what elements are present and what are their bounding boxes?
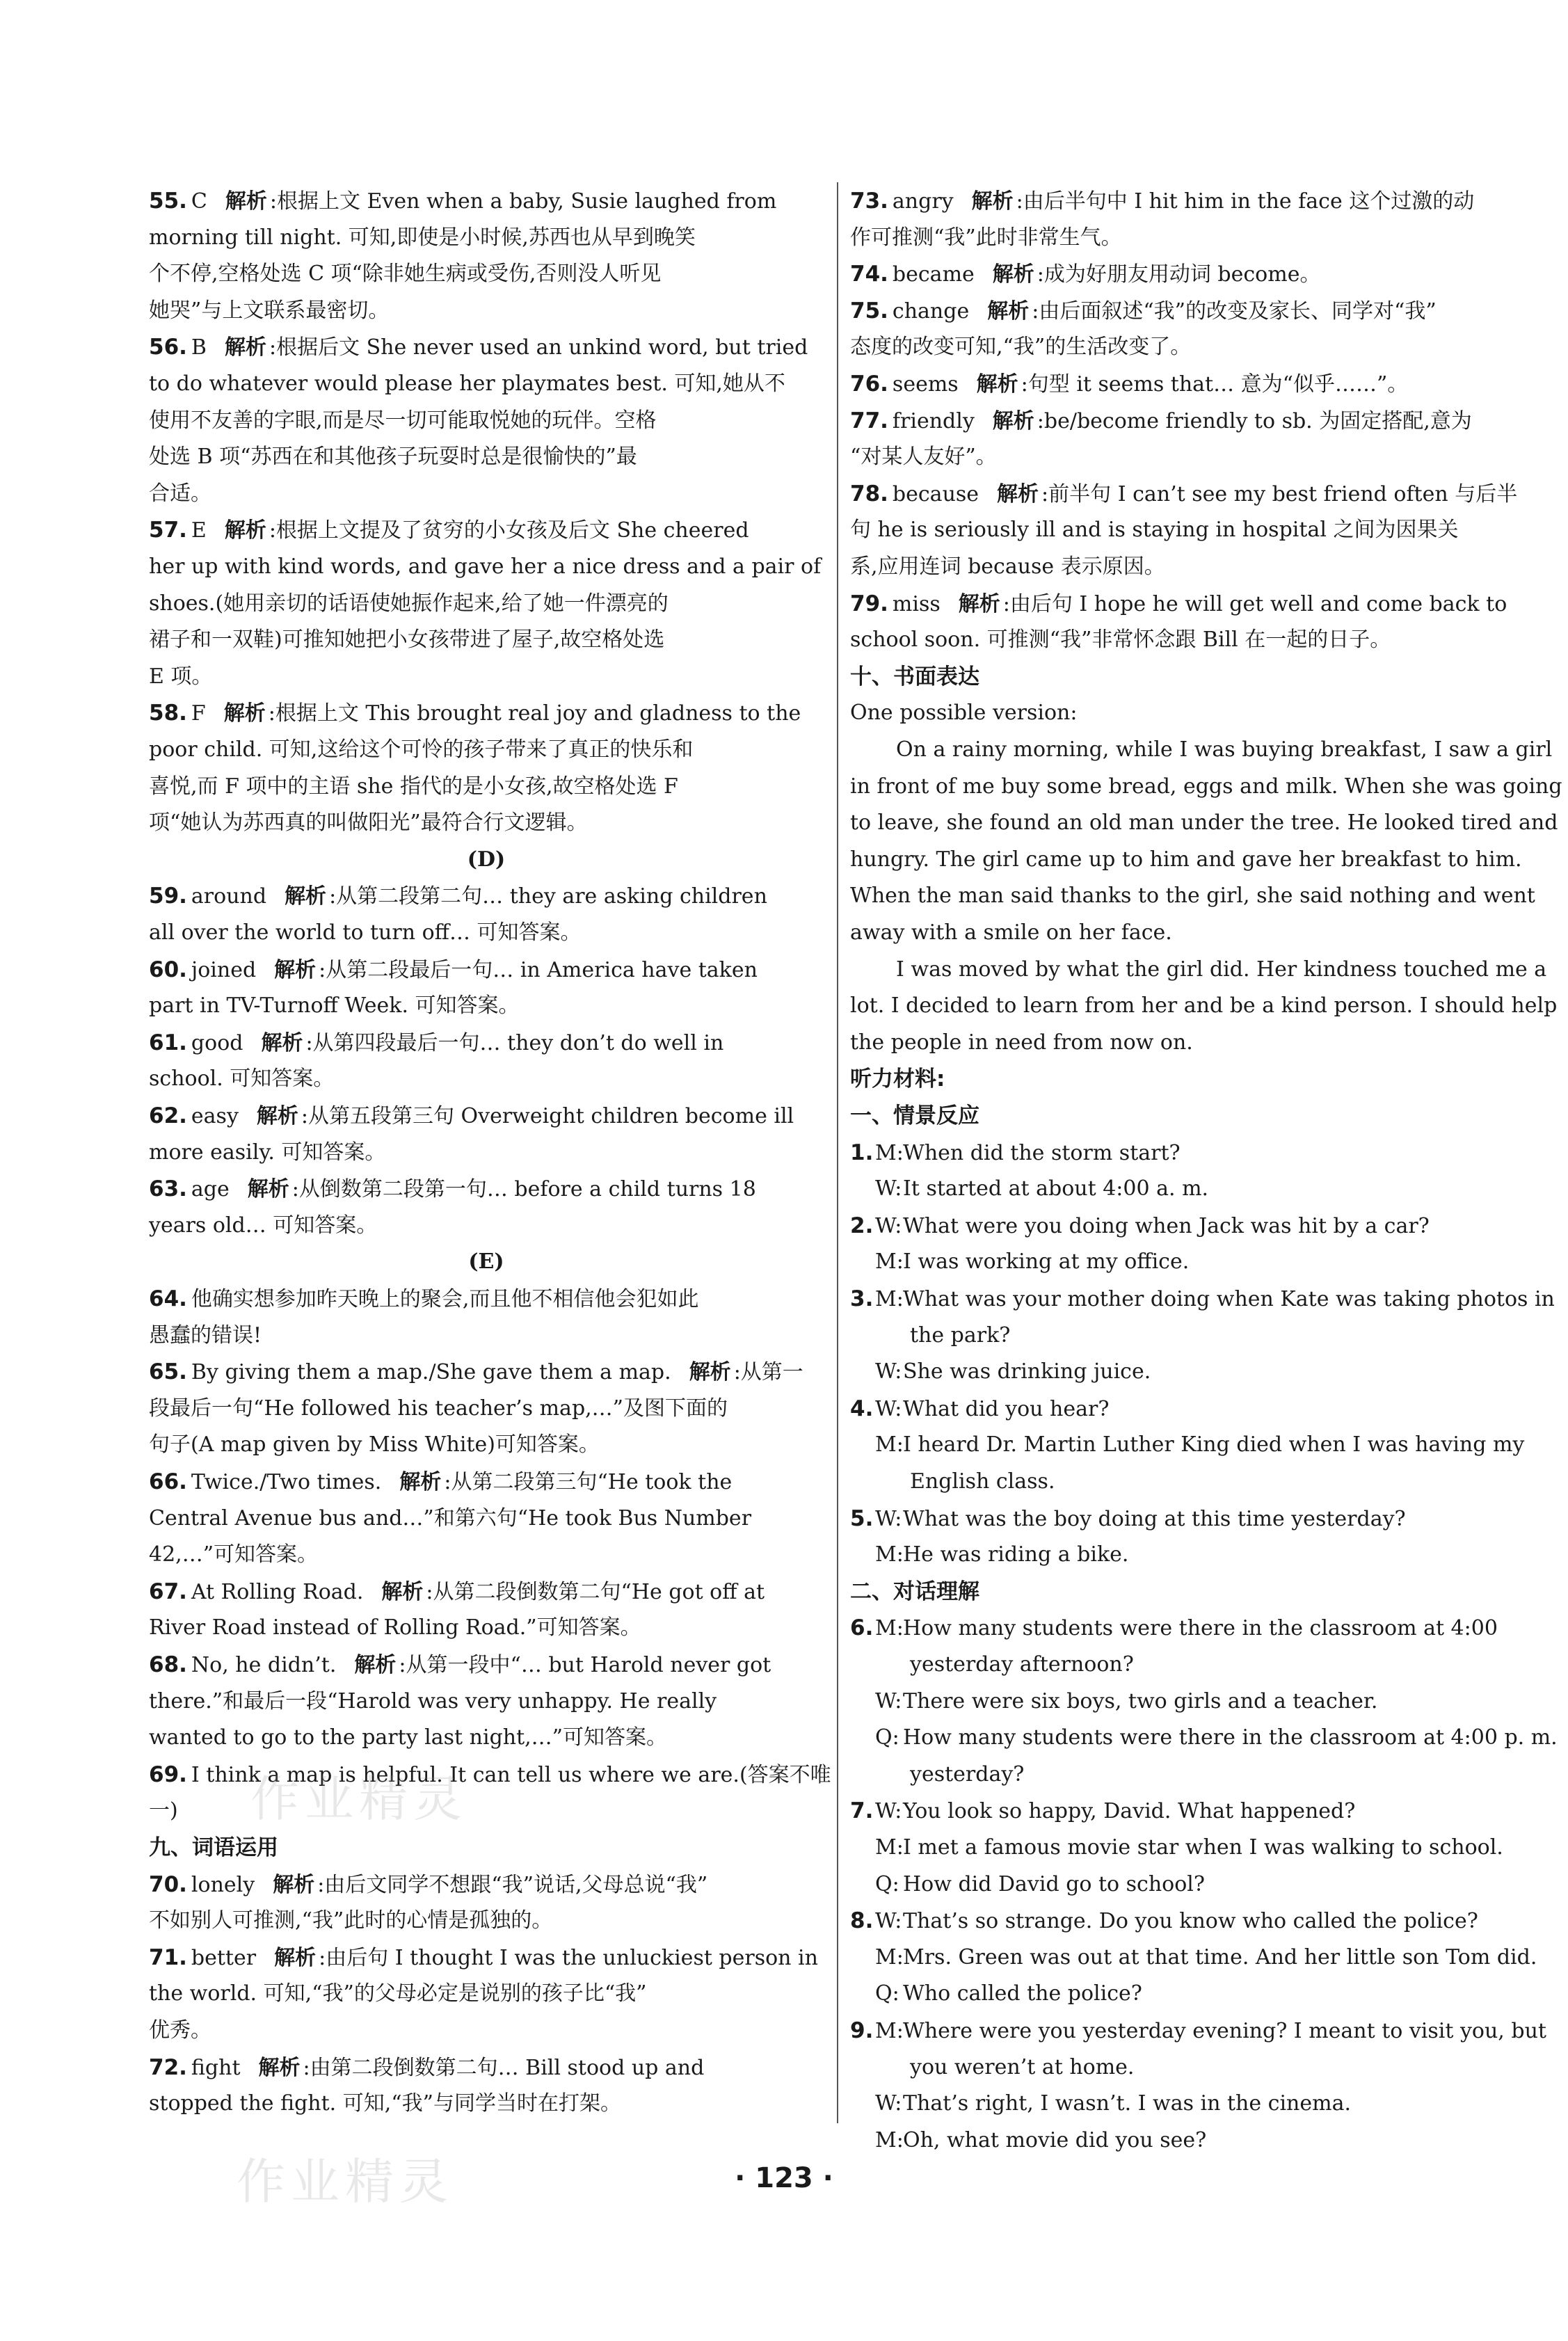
dialogue-line bbox=[850, 1866, 1525, 1903]
analysis-label: 解析 bbox=[247, 1177, 289, 1201]
speaker-label: W: bbox=[875, 1214, 902, 1238]
item-number: 56. bbox=[149, 335, 187, 360]
dialogue-number: 9. bbox=[850, 2018, 874, 2043]
item-text: :从第五段第三句 Overweight children become ill bbox=[301, 1104, 794, 1128]
answer-item bbox=[149, 1463, 824, 1501]
item-number: 57. bbox=[149, 518, 187, 543]
column-divider bbox=[837, 182, 838, 2123]
continuation-line: years old… 可知答案。 bbox=[149, 1213, 378, 1238]
dialogue-number: 3. bbox=[850, 1286, 874, 1311]
item-answer: F bbox=[191, 701, 206, 726]
item-number: 58. bbox=[149, 701, 187, 726]
section-heading: 一、情景反应 bbox=[850, 1103, 979, 1128]
dialogue-text: What were you doing when Jack was hit by a car? bbox=[903, 1214, 1430, 1238]
item-text: :从第一段中“… but Harold never got bbox=[399, 1653, 771, 1677]
section-heading: 十、书面表达 bbox=[850, 664, 979, 689]
dialogue-number: 8. bbox=[850, 1908, 874, 1933]
item-text: :由第二段倒数第二句… Bill stood up and bbox=[303, 2056, 705, 2080]
dialogue-continuation bbox=[850, 2049, 1525, 2086]
analysis-label: 解析 bbox=[258, 2056, 301, 2080]
item-answer: miss bbox=[892, 592, 941, 616]
dialogue-line bbox=[850, 1500, 1525, 1537]
dialogue-number: 7. bbox=[850, 1798, 874, 1823]
essay-line: to leave, she found an old man under the tree. He looked tired and bbox=[850, 810, 1558, 835]
essay-paragraph-start: I was moved by what the girl did. Her kindness touched me a bbox=[896, 957, 1547, 982]
essay-line: hungry. The girl came up to him and gave her breakfast to him. bbox=[850, 847, 1522, 872]
continuation-line: 42,…”可知答案。 bbox=[149, 1542, 319, 1567]
item-answer: joined bbox=[191, 958, 257, 982]
item-number: 59. bbox=[149, 884, 187, 909]
item-number: 65. bbox=[149, 1359, 187, 1384]
dialogue-continuation bbox=[850, 1756, 1525, 1793]
continuation-line: 她哭”与上文联系最密切。 bbox=[149, 298, 390, 323]
item-answer: good bbox=[191, 1031, 243, 1055]
continuation-line: 项“她认为苏西真的叫做阳光”最符合行文逻辑。 bbox=[149, 810, 588, 835]
continuation-line: 态度的改变可知,“我”的生活改变了。 bbox=[850, 335, 1192, 359]
dialogue-text: What was the boy doing at this time yesterday? bbox=[903, 1507, 1406, 1531]
dialogue-text: He was riding a bike. bbox=[903, 1542, 1129, 1567]
item-answer: around bbox=[191, 884, 267, 909]
item-number: 60. bbox=[149, 957, 187, 982]
item-number: 64. bbox=[149, 1286, 187, 1311]
dialogue-text: Oh, what movie did you see? bbox=[903, 2128, 1207, 2152]
dialogue-continuation bbox=[850, 1317, 1525, 1355]
answer-item bbox=[149, 694, 824, 732]
answer-item bbox=[149, 1280, 824, 1318]
item-text: :根据后文 She never used an unkind word, but tried bbox=[269, 335, 808, 360]
answer-item bbox=[149, 877, 824, 915]
answer-item bbox=[850, 292, 1525, 330]
speaker-label: W: bbox=[875, 1799, 902, 1823]
analysis-label: 解析 bbox=[958, 592, 1000, 616]
speaker-label: M: bbox=[875, 1616, 904, 1640]
analysis-label: 解析 bbox=[976, 372, 1018, 397]
dialogue-line bbox=[850, 1609, 1525, 1647]
analysis-label: 解析 bbox=[223, 701, 266, 726]
analysis-label: 解析 bbox=[224, 335, 266, 360]
item-number: 79. bbox=[850, 591, 888, 616]
continuation-line: E 项。 bbox=[149, 664, 213, 689]
continuation-line: her up with kind words, and gave her a nice dress and a pair of bbox=[149, 554, 822, 579]
continuation-line: 系,应用连词 because 表示原因。 bbox=[850, 554, 1165, 579]
speaker-label: M: bbox=[875, 1287, 904, 1311]
continuation-line: 使用不友善的字眼,而是尽一切可能取悦她的玩伴。空格 bbox=[149, 408, 657, 433]
analysis-label: 解析 bbox=[997, 482, 1039, 506]
analysis-label: 解析 bbox=[354, 1653, 397, 1677]
speaker-label: W: bbox=[875, 1909, 902, 1933]
dialogue-line bbox=[850, 1353, 1525, 1391]
analysis-label: 解析 bbox=[992, 409, 1034, 433]
speaker-label: M: bbox=[875, 1835, 904, 1860]
continuation-line: 裙子和一双鞋)可推知她把小女孩带进了屋子,故空格处选 bbox=[149, 628, 665, 652]
answer-item bbox=[850, 255, 1525, 293]
continuation-line: wanted to go to the party last night,…”可知答案。 bbox=[149, 1725, 668, 1750]
dialogue-line bbox=[850, 1829, 1525, 1867]
dialogue-continuation bbox=[850, 1646, 1525, 1684]
item-answer: lonely bbox=[191, 1873, 255, 1897]
dialogue-line bbox=[850, 2012, 1546, 2050]
speaker-label: M: bbox=[875, 1945, 904, 1970]
section-heading: 九、词语运用 bbox=[149, 1835, 278, 1860]
item-number: 61. bbox=[149, 1030, 187, 1055]
dialogue-text: There were six boys, two girls and a teacher. bbox=[903, 1689, 1378, 1713]
item-text: :由后句 I hope he will get well and come back to bbox=[1002, 592, 1507, 616]
dialogue-line bbox=[850, 1390, 1525, 1428]
speaker-label: W: bbox=[875, 1507, 902, 1531]
analysis-label: 解析 bbox=[285, 884, 327, 909]
speaker-label: W: bbox=[875, 1176, 902, 1201]
speaker-label: Q: bbox=[875, 1872, 899, 1896]
dialogue-line bbox=[850, 1207, 1525, 1245]
continuation-line: “对某人友好”。 bbox=[850, 445, 997, 469]
dialogue-line bbox=[850, 1280, 1555, 1318]
answer-item bbox=[149, 1097, 824, 1135]
dialogue-text: How many students were there in the classroom at 4:00 bbox=[903, 1616, 1498, 1640]
dialogue-text: Who called the police? bbox=[903, 1981, 1142, 2006]
answer-item bbox=[149, 1573, 824, 1611]
item-answer: friendly bbox=[892, 409, 975, 433]
continuation-line: 作可推测“我”此时非常生气。 bbox=[850, 225, 1122, 250]
continuation-line: 合适。 bbox=[149, 481, 211, 506]
continuation-line: 优秀。 bbox=[149, 2018, 211, 2043]
dialogue-line bbox=[850, 1902, 1525, 1940]
item-number: 75. bbox=[850, 298, 888, 323]
speaker-label: M: bbox=[875, 2128, 904, 2152]
continuation-line: more easily. 可知答案。 bbox=[149, 1140, 386, 1165]
continuation-line: 不如别人可推测,“我”此时的心情是孤独的。 bbox=[149, 1908, 553, 1933]
speaker-label: M: bbox=[875, 1249, 904, 1274]
dialogue-text: You look so happy, David. What happened? bbox=[903, 1799, 1356, 1823]
item-answer: At Rolling Road. bbox=[191, 1580, 364, 1604]
dialogue-number: 1. bbox=[850, 1140, 874, 1165]
continuation-line: morning till night. 可知,即使是小时候,苏西也从早到晚笑 bbox=[149, 225, 696, 250]
answer-item bbox=[149, 951, 824, 989]
answer-item bbox=[149, 328, 824, 366]
dialogue-text: When did the storm start? bbox=[903, 1141, 1181, 1165]
continuation-line: shoes.(她用亲切的话语使她振作起来,给了她一件漂亮的 bbox=[149, 591, 669, 616]
speaker-label: Q: bbox=[875, 1981, 899, 2006]
section-heading: 听力材料: bbox=[850, 1066, 945, 1092]
essay-line: in front of me buy some bread, eggs and milk. When she was going bbox=[850, 774, 1562, 799]
item-answer: E bbox=[191, 518, 207, 543]
speaker-label: W: bbox=[875, 2091, 902, 2116]
dialogue-text: That’s so strange. Do you know who called the police? bbox=[903, 1909, 1478, 1933]
essay-line: away with a smile on her face. bbox=[850, 920, 1172, 945]
item-text: :be/become friendly to sb. 为固定搭配,意为 bbox=[1037, 409, 1472, 433]
continuation-line: 句 he is seriously ill and is staying in hospital 之间为因果关 bbox=[850, 518, 1459, 542]
dialogue-text: Where were you yesterday evening? I meant to visit you, but bbox=[903, 2019, 1546, 2043]
item-text: :从第二段第三句“He took the bbox=[444, 1470, 733, 1494]
answer-item bbox=[850, 585, 1525, 623]
item-number: 78. bbox=[850, 481, 888, 506]
item-answer: fight bbox=[191, 2056, 241, 2080]
item-number: 70. bbox=[149, 1872, 187, 1897]
item-answer: became bbox=[892, 262, 975, 287]
answer-item bbox=[850, 402, 1525, 440]
dialogue-line bbox=[850, 1792, 1525, 1830]
item-answer: angry bbox=[892, 189, 954, 214]
item-text: :成为好朋友用动词 become。 bbox=[1037, 262, 1321, 287]
answer-item bbox=[149, 1939, 824, 1976]
analysis-label: 解析 bbox=[224, 518, 266, 543]
dialogue-text: I heard Dr. Martin Luther King died when I was having my bbox=[903, 1432, 1525, 1457]
essay-line: When the man said thanks to the girl, she said nothing and went bbox=[850, 884, 1535, 908]
dialogue-line bbox=[850, 1939, 1537, 1976]
dialogue-text: What was your mother doing when Kate was taking photos in bbox=[903, 1287, 1555, 1311]
watermark-bottom: 作业精灵 bbox=[237, 2153, 454, 2210]
essay-line: the people in need from now on. bbox=[850, 1030, 1193, 1055]
item-answer: change bbox=[892, 299, 970, 323]
item-text: :根据上文 Even when a baby, Susie laughed from bbox=[269, 189, 777, 214]
continuation-line: school. 可知答案。 bbox=[149, 1066, 335, 1091]
item-number: 63. bbox=[149, 1176, 187, 1201]
continuation-line: 一) bbox=[149, 1798, 178, 1823]
item-answer: better bbox=[191, 1946, 257, 1970]
page-number: · 123 · bbox=[735, 2162, 833, 2194]
dialogue-number: 5. bbox=[850, 1506, 874, 1531]
answer-item bbox=[149, 1646, 824, 1684]
continuation-line: 段最后一句“He followed his teacher’s map,…”及图下面的 bbox=[149, 1396, 728, 1421]
dialogue-line bbox=[850, 2085, 1525, 2123]
item-number: 72. bbox=[149, 2055, 187, 2080]
answer-item bbox=[149, 1024, 824, 1062]
continuation-line: part in TV-Turnoff Week. 可知答案。 bbox=[149, 993, 520, 1018]
speaker-label: M: bbox=[875, 1141, 904, 1165]
item-answer: By giving them a map./She gave them a map. bbox=[191, 1360, 671, 1384]
answer-item bbox=[850, 475, 1525, 513]
dialogue-number: 4. bbox=[850, 1396, 874, 1421]
item-answer: B bbox=[191, 335, 207, 360]
analysis-label: 解析 bbox=[381, 1580, 424, 1604]
dialogue-line bbox=[850, 1719, 1558, 1757]
analysis-label: 解析 bbox=[971, 189, 1014, 214]
analysis-label: 解析 bbox=[273, 1873, 315, 1897]
item-text: :由后面叙述“我”的改变及家长、同学对“我” bbox=[1032, 299, 1437, 323]
item-number: 55. bbox=[149, 189, 187, 214]
item-text: :前半句 I can’t see my best friend often 与后半 bbox=[1041, 482, 1518, 506]
dialogue-text: I met a famous movie star when I was walking to school. bbox=[903, 1835, 1503, 1860]
continuation-line: Central Avenue bus and…”和第六句“He took Bus Number bbox=[149, 1506, 752, 1531]
item-text: :从第二段最后一句… in America have taken bbox=[319, 958, 758, 982]
continuation-line: 愚蠢的错误! bbox=[149, 1323, 262, 1348]
item-number: 74. bbox=[850, 262, 888, 287]
dialogue-number: 2. bbox=[850, 1213, 874, 1238]
speaker-label: Q: bbox=[875, 1725, 899, 1750]
item-answer: because bbox=[892, 482, 979, 506]
item-text: :根据上文 This brought real joy and gladness to the bbox=[268, 701, 801, 726]
item-text: I think a map is helpful. It can tell us where we are.(答案不唯 bbox=[191, 1763, 831, 1787]
continuation-line: River Road instead of Rolling Road.”可知答案。 bbox=[149, 1615, 641, 1640]
dialogue-text: How did David go to school? bbox=[903, 1872, 1205, 1896]
sub-section-heading: (D) bbox=[467, 847, 506, 872]
continuation-line: there.”和最后一段“Harold was very unhappy. He really bbox=[149, 1689, 717, 1713]
essay-line: lot. I decided to learn from her and be a kind person. I should help bbox=[850, 993, 1558, 1018]
analysis-label: 解析 bbox=[225, 189, 267, 214]
analysis-label: 解析 bbox=[987, 299, 1030, 323]
dialogue-line bbox=[850, 1975, 1525, 2013]
watermark-mid: 作业精灵 bbox=[250, 1771, 467, 1828]
dialogue-text: She was drinking juice. bbox=[903, 1359, 1151, 1384]
section-heading: 二、对话理解 bbox=[850, 1579, 979, 1604]
item-answer: age bbox=[191, 1177, 230, 1201]
answer-item bbox=[850, 365, 1525, 403]
item-text: :句型 it seems that… 意为“似乎……”。 bbox=[1021, 372, 1409, 397]
item-number: 73. bbox=[850, 189, 888, 214]
dialogue-line bbox=[850, 1426, 1525, 1464]
dialogue-text: you weren’t at home. bbox=[910, 2055, 1135, 2079]
answer-item bbox=[149, 182, 824, 220]
analysis-label: 解析 bbox=[256, 1104, 298, 1128]
answer-item bbox=[149, 1170, 824, 1208]
speaker-label: M: bbox=[875, 2019, 904, 2043]
speaker-label: M: bbox=[875, 1432, 904, 1457]
dialogue-text: yesterday afternoon? bbox=[910, 1652, 1134, 1677]
continuation-line: 处选 B 项“苏西在和其他孩子玩耍时总是很愉快的”最 bbox=[149, 445, 637, 469]
essay-line: One possible version: bbox=[850, 701, 1078, 725]
dialogue-line bbox=[850, 1170, 1525, 1208]
item-text: :由后半句中 I hit him in the face 这个过激的动 bbox=[1016, 189, 1475, 214]
dialogue-number: 6. bbox=[850, 1615, 874, 1640]
answer-item bbox=[149, 511, 824, 549]
dialogue-text: It started at about 4:00 a. m. bbox=[903, 1176, 1209, 1201]
speaker-label: W: bbox=[875, 1359, 902, 1384]
item-answer: C bbox=[191, 189, 207, 214]
continuation-line: all over the world to turn off… 可知答案。 bbox=[149, 920, 582, 945]
analysis-label: 解析 bbox=[689, 1360, 731, 1384]
dialogue-line bbox=[850, 2122, 1525, 2159]
analysis-label: 解析 bbox=[992, 262, 1034, 287]
item-number: 77. bbox=[850, 408, 888, 433]
item-number: 76. bbox=[850, 371, 888, 397]
item-number: 62. bbox=[149, 1103, 187, 1128]
item-text: :从第一 bbox=[733, 1360, 803, 1384]
answer-item bbox=[149, 2049, 824, 2086]
answer-item bbox=[149, 1866, 824, 1903]
dialogue-line bbox=[850, 1243, 1525, 1281]
item-answer: No, he didn’t. bbox=[191, 1653, 337, 1677]
continuation-line: to do whatever would please her playmates best. 可知,她从不 bbox=[149, 371, 785, 396]
analysis-label: 解析 bbox=[261, 1031, 303, 1055]
continuation-line: poor child. 可知,这给这个可怜的孩子带来了真正的快乐和 bbox=[149, 737, 694, 762]
continuation-line: school soon. 可推测“我”非常怀念跟 Bill 在一起的日子。 bbox=[850, 628, 1391, 652]
dialogue-line bbox=[850, 1536, 1525, 1574]
continuation-line: 句子(A map given by Miss White)可知答案。 bbox=[149, 1432, 600, 1457]
essay-paragraph-start: On a rainy morning, while I was buying breakfast, I saw a girl bbox=[896, 737, 1553, 762]
item-number: 71. bbox=[149, 1945, 187, 1970]
analysis-label: 解析 bbox=[274, 958, 317, 982]
dialogue-text: yesterday? bbox=[910, 1762, 1025, 1787]
continuation-line: stopped the fight. 可知,“我”与同学当时在打架。 bbox=[149, 2091, 621, 2116]
item-text: 他确实想参加昨天晚上的聚会,而且他不相信他会犯如此 bbox=[191, 1287, 699, 1311]
item-text: :从倒数第二段第一句… before a child turns 18 bbox=[291, 1177, 756, 1201]
dialogue-line bbox=[850, 1683, 1525, 1720]
item-text: :从第二段第二句… they are asking children bbox=[329, 884, 767, 909]
continuation-line: the world. 可知,“我”的父母必定是说别的孩子比“我” bbox=[149, 1981, 647, 2006]
item-answer: easy bbox=[191, 1104, 239, 1128]
dialogue-text: English class. bbox=[910, 1469, 1055, 1494]
dialogue-text: I was working at my office. bbox=[903, 1249, 1190, 1274]
item-answer: seems bbox=[892, 372, 959, 397]
continuation-line: 个不停,空格处选 C 项“除非她生病或受伤,否则没人听见 bbox=[149, 262, 662, 286]
item-text: :由后句 I thought I was the unluckiest person in bbox=[319, 1946, 818, 1970]
speaker-label: W: bbox=[875, 1397, 902, 1421]
speaker-label: M: bbox=[875, 1542, 904, 1567]
dialogue-text: What did you hear? bbox=[903, 1397, 1110, 1421]
answer-item bbox=[850, 182, 1525, 220]
item-number: 66. bbox=[149, 1469, 187, 1494]
dialogue-text: That’s right, I wasn’t. I was in the cinema. bbox=[903, 2091, 1352, 2116]
item-number: 68. bbox=[149, 1652, 187, 1677]
item-text: :由后文同学不想跟“我”说话,父母总说“我” bbox=[317, 1873, 708, 1897]
dialogue-text: the park? bbox=[910, 1323, 1011, 1348]
dialogue-continuation bbox=[850, 1463, 1525, 1501]
dialogue-text: Mrs. Green was out at that time. And her little son Tom did. bbox=[903, 1945, 1537, 1970]
item-number: 69. bbox=[149, 1762, 187, 1787]
continuation-line: 喜悦,而 F 项中的主语 she 指代的是小女孩,故空格处选 F bbox=[149, 774, 678, 799]
analysis-label: 解析 bbox=[274, 1946, 317, 1970]
dialogue-text: How many students were there in the classroom at 4:00 p. m. bbox=[903, 1725, 1558, 1750]
dialogue-line bbox=[850, 1134, 1525, 1172]
answer-item bbox=[149, 1353, 824, 1391]
item-text: :从第二段倒数第二句“He got off at bbox=[426, 1580, 765, 1604]
sub-section-heading: (E) bbox=[468, 1249, 504, 1274]
speaker-label: W: bbox=[875, 1689, 902, 1713]
analysis-label: 解析 bbox=[399, 1470, 442, 1494]
item-answer: Twice./Two times. bbox=[191, 1470, 382, 1494]
item-text: :根据上文提及了贫穷的小女孩及后文 She cheered bbox=[269, 518, 749, 543]
item-number: 67. bbox=[149, 1579, 187, 1604]
item-text: :从第四段最后一句… they don’t do well in bbox=[305, 1031, 724, 1055]
